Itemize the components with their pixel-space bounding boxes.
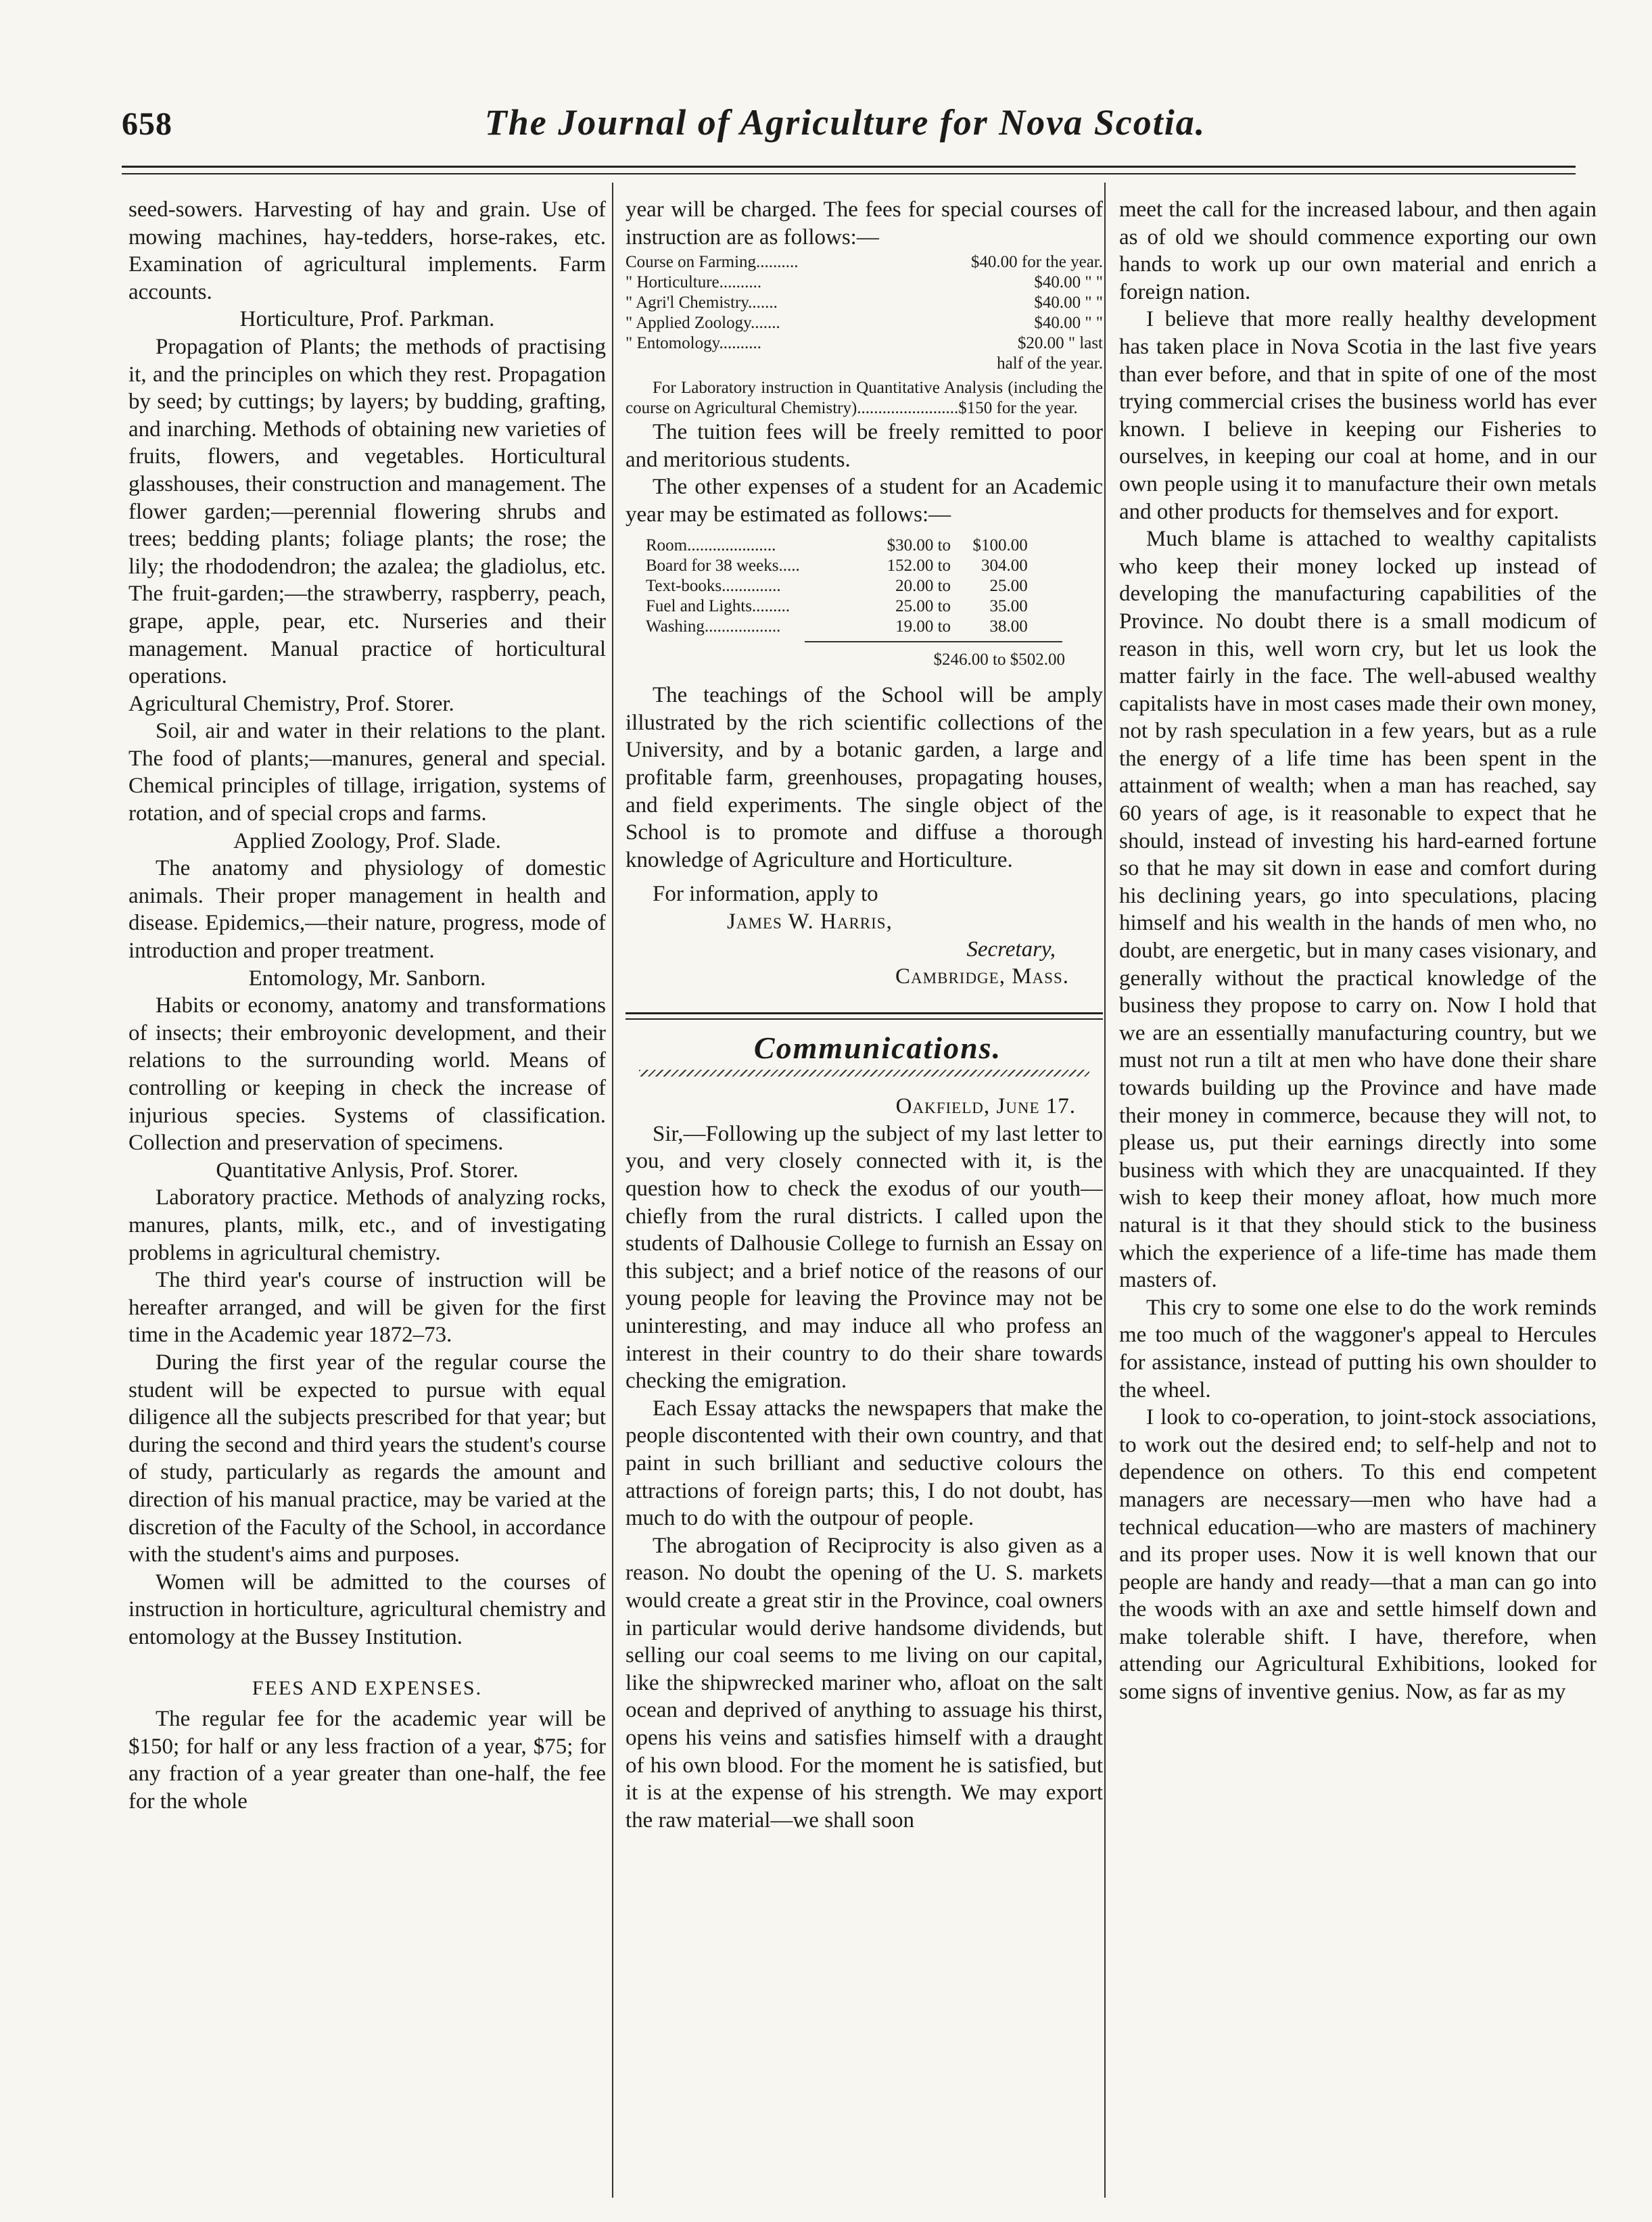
contact-block (626, 880, 1103, 990)
table-row (626, 273, 1103, 293)
paragraph: The third year's course of instruction will be hereafter arranged, and will be given for the first time in the Academic year 1872–73. (128, 1268, 606, 1348)
expense-label: Text-books.............. (646, 576, 781, 595)
table-row (646, 576, 1028, 596)
paragraph: I look to co-operation, to joint-stock associations, to work out the desired end; to self-help and not to dependence on others. To this end competent managers are necessary—men who have had a technical education—who are masters of machinery and its proper uses. Now it is well known that our people are handy and ready—that a man can go into the woods with an axe and settle himself down and make tolerable shift. I have, therefore, when attending our Agricultural Exhibitions, looked for some signs of inventive genius. Now, as far as my (1119, 1405, 1597, 1705)
paragraph: The anatomy and physiology of domestic animals. Their proper management in health and disease. Epidemics,—their nature, progress, mode of introduction and proper treatment. (128, 856, 606, 964)
expense-label: Board for 38 weeks..... (646, 556, 800, 575)
page-number: 658 (122, 106, 172, 142)
paragraph: Much blame is attached to wealthy capitalists who keep their money locked up instead of developing the manufacturing capabilities of the Province. No doubt there is a small modicum of reason in this, well worn cry, but let us look the matter fairly in the face. The well-abused wealthy capitalists have in most cases made their own money, not by rash speculation in a few years, but as a rule the energy of a life time has been spent in the attainment of wealth; when a man has reached, say 60 years of age, is it reasonable to expect that he should, instead of investing his hard-earned fortune so that he may sit down in ease and comfort during his declining years, go into speculations, placing himself and his wealth in the hands of men who, no doubt, are energetic, but in many cases visionary, and generally without the practical knowledge of the business they propose to carry on. Now I hold that we are an essentially manufacturing country, but we must not run a tilt at men who have done their share towards building up the Province and have made their money in commerce, because they will not, to please us, put their earnings directly into some business with which they are unacquainted. If they wish to keep their money afloat, how much more natural is it that they should stick to the business which the experience of a life-time has made them masters of. (1119, 527, 1597, 1293)
paragraph: This cry to some one else to do the work reminds me too much of the waggoner's appeal to Hercules for assistance, instead of putting his own shoulder to the wheel. (1119, 1295, 1597, 1402)
paragraph: seed-sowers. Harvesting of hay and grain. Use of mowing machines, hay-tedders, horse-rakes, etc. Examination of agricultural implements. Farm accounts. (128, 197, 606, 304)
paragraph: Laboratory practice. Methods of analyzing rocks, manures, plants, milk, etc., and of investigating problems in agricultural chemistry. (128, 1185, 606, 1265)
contact-place: Cambridge, Mass. (895, 964, 1069, 989)
expense-low: 20.00 to (895, 576, 951, 595)
fee-label: " Entomology.......... (626, 334, 761, 353)
course-heading: Entomology, Mr. Sanborn. (248, 966, 486, 991)
contact-title: Secretary, (966, 937, 1056, 962)
table-row (626, 333, 1103, 354)
paragraph: I believe that more really healthy development has taken place in Nova Scotia in the last five years than ever before, and that in spite of one of the most trying commercial crises the business world has ever known. I believe in keeping our Fisheries to ourselves, in keeping our coal at home, and in our own people using it to manufacture their own metals and other products for themselves and for export. (1119, 307, 1597, 524)
paragraph: Sir,—Following up the subject of my last letter to you, and very closely connected with it, is the question how to check the exodus of our youth—chiefly from the rural districts. I called upon the students of Dalhousie College to furnish an Essay on this subject; and a brief notice of the reasons of our young people for leaving the Province may not be uninteresting, and may induce all who profess an interest in their country to do their share towards checking the emigration. (626, 1121, 1103, 1394)
expense-high: 304.00 (981, 556, 1028, 575)
table-row (646, 617, 1028, 637)
table-row (646, 556, 1028, 576)
fee-value: half of the year. (997, 354, 1103, 373)
expense-high: 25.00 (989, 576, 1028, 595)
paragraph: Soil, air and water in their relations to the plant. The food of plants;—manures, general and special. Chemical principles of tillage, irrigation, systems of rotation, and of special crops and farms. (128, 719, 606, 826)
contact-intro: For information, apply to (653, 882, 878, 907)
section-heading: FEES AND EXPENSES. (252, 1677, 483, 1700)
table-row (626, 313, 1103, 333)
column-1 (128, 196, 606, 2184)
paragraph: The other expenses of a student for an Academic year may be estimated as follows:— (626, 475, 1103, 527)
fee-label: " Agri'l Chemistry....... (626, 293, 778, 312)
header-rule (122, 173, 1576, 174)
course-heading: Quantitative Anlysis, Prof. Storer. (216, 1158, 519, 1183)
running-title: The Journal of Agriculture for Nova Scotia. (484, 102, 1206, 143)
column-2 (626, 196, 1103, 2184)
expense-low: 25.00 to (895, 596, 951, 615)
ornamental-rule (639, 1070, 1089, 1077)
dateline: Oakfield, June 17. (895, 1094, 1076, 1119)
paragraph: The teachings of the School will be amply illustrated by the rich scientific collections of the University, and by a botanic garden, a large and profitable farm, greenhouses, propagating houses, and field experiments. The single object of the School is to promote and diffuse a thorough knowledge of Agriculture and Horticulture. (626, 683, 1103, 872)
paragraph: The abrogation of Reciprocity is also given as a reason. No doubt the opening of the U. S. markets would create a great stir in the Province, coal owners in particular would derive handsome dividends, but selling our coal seems to me living on our capital, like the shipwrecked mariner who, afloat on the salt ocean and deprived of anything to assuage his thirst, opens his veins and satisfies himself with a draught of his own blood. For the moment he is satisfied, but it is at the expense of his strength. We may export the raw material—we shall soon (626, 1533, 1103, 1833)
expense-high: 35.00 (989, 596, 1028, 615)
column-divider (1104, 183, 1106, 2198)
course-heading: Horticulture, Prof. Parkman. (239, 307, 495, 332)
paragraph: Habits or economy, anatomy and transformations of insects; their embroyonic development, and their relations to the surrounding world. Means of controlling or keeping in check the increase of injurious species. Systems of classification. Collection and preservation of specimens. (128, 993, 606, 1156)
expense-high: 38.00 (989, 617, 1028, 636)
fee-value: $40.00 for the year. (970, 253, 1103, 272)
paragraph: meet the call for the increased labour, and then again as of old we should commence exporting our own hands to work up our own material and enrich a foreign nation. (1119, 197, 1597, 304)
fee-value: $20.00 " last (1017, 334, 1103, 353)
table-row (626, 354, 1103, 374)
paragraph: The tuition fees will be freely remitted to poor and meritorious students. (626, 420, 1103, 472)
paragraph: Women will be admitted to the courses of instruction in horticulture, agricultural chemistry and entomology at the Bussey Institution. (128, 1569, 606, 1649)
expense-high: $100.00 (972, 536, 1028, 554)
lab-fee-note: For Laboratory instruction in Quantitative Analysis (including the course on Agricultural Chemistry)........................$150 for the year. (626, 379, 1103, 418)
section-rule (626, 1012, 1103, 1014)
fee-value: $40.00 " " (1034, 314, 1103, 333)
fee-value: $40.00 " " (1034, 293, 1103, 312)
paragraph: Each Essay attacks the newspapers that make the people discontented with their own country, and that paint in such brilliant and seductive colours the attractions of foreign parts; this, I do not doubt, has much to do with the outpour of people. (626, 1396, 1103, 1531)
fee-label: " Applied Zoology....... (626, 314, 780, 333)
expense-low: $30.00 to (887, 536, 951, 554)
contact-name: James W. Harris, (727, 909, 893, 934)
table-row (646, 596, 1028, 617)
paragraph: year will be charged. The fees for special courses of instruction are as follows:— (626, 197, 1103, 250)
course-heading: Agricultural Chemistry, Prof. Storer. (128, 691, 454, 716)
paragraph: During the first year of the regular course the student will be expected to pursue with equal diligence all the subjects prescribed for that year; but during the second and third years the student's course of study, particularly as regards the amount and direction of his manual practice, may be varied at the discretion of the Faculty of the School, in accordance with the student's aims and purposes. (128, 1350, 606, 1567)
expenses-table (646, 536, 1028, 637)
table-row (646, 536, 1028, 556)
paragraph: Propagation of Plants; the methods of practising it, and the principles on which they rest. Propagation by seed; by cuttings; by layers; by budding, grafting, and inarching. Methods of obtaining new varieties of fruits, flowers, and vegetables. Horticultural glasshouses, their construction and management. The flower garden;—perennial flowering shrubs and trees; bedding plants; foliage plants; the rose; the lily; the rhododendron; the azalea; the gladiolus, etc. The fruit-garden;—the strawberry, raspberry, peach, grape, apple, pear, etc. Nurseries and their management. Manual practice of horticultural operations. (128, 334, 606, 689)
column-divider (612, 183, 613, 2198)
paragraph: The regular fee for the academic year will be $150; for half or any less fraction of a year, $75; for any fraction of a year greater than one-half, the fee for the whole (128, 1707, 606, 1814)
table-row (626, 293, 1103, 313)
expense-label: Washing.................. (646, 617, 781, 636)
column-3 (1119, 196, 1597, 2184)
table-row (626, 252, 1103, 273)
fee-label: Course on Farming.......... (626, 253, 799, 272)
expenses-total: $246.00 to $502.00 (933, 650, 1065, 669)
special-fees-table (626, 252, 1103, 374)
course-heading: Applied Zoology, Prof. Slade. (233, 828, 501, 853)
fee-value: $40.00 " " (1034, 273, 1103, 292)
expense-low: 19.00 to (895, 617, 951, 636)
section-rule (626, 1018, 1103, 1020)
expense-label: Room..................... (646, 536, 776, 554)
header-rule (122, 166, 1576, 168)
fee-label: " Horticulture.......... (626, 273, 762, 292)
total-rule (805, 641, 1062, 642)
section-title: Communications. (753, 1030, 1002, 1065)
expense-label: Fuel and Lights......... (646, 596, 790, 615)
expense-low: 152.00 to (887, 556, 951, 575)
